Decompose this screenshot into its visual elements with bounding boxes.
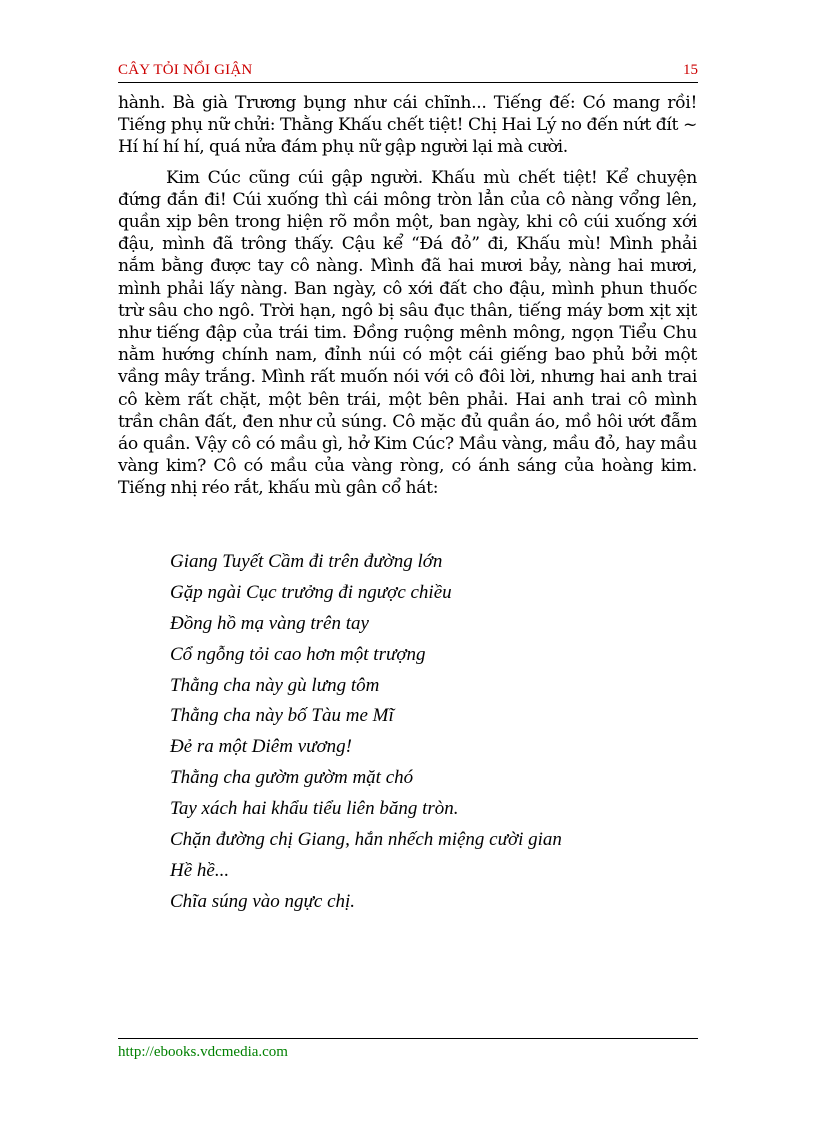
paragraph-kim-cuc: Kim Cúc cũng cúi gập người. Khấu mù chết tiệt! Kể chuyện đứng đắn đi! Cúi xuống thì cái mông tròn lẳn của cô nàng vổng lên, quần xịp bên trong hiện rõ mồn một, ban ngày, khi cô cúi xuống xới đậu, mình đã trông thấy. Cậu kể “Đá đỏ” đi, Khấu mù! Mình phải nắm bằng được tay cô nàng. Mình đã hai mươi bảy, nàng hai mươi, mình phải lấy nàng. Ban ngày, cô xới đất cho đậu, mình phun thuốc trừ sâu cho ngô. Trời hạn, ngô bị sâu đục thân, tiếng máy bơm xịt xịt như tiếng đập của trái tim. Đồng ruộng mênh mông, ngọn Tiểu Chu nằm hướng chính nam, đỉnh núi có một cái giếng bao phủ bởi một vầng mây trắng. Mình rất muốn nói với cô đôi lời, nhưng hai anh trai cô kèm rất chặt, một bên trái, một bên phải. Hai anh trai cô mình trần chân đất, đen như củ súng. Cô mặc đủ quần áo, mồ hôi ướt đẫm áo quần. Vậy cô có mầu gì, hở Kim Cúc? Mầu vàng, mầu đỏ, hay mầu vàng kim? Cô có mầu của vàng ròng, có ánh sáng của hoàng kim. Tiếng nhị réo rắt, khấu mù gân cổ hát:: [118, 167, 697, 499]
poem-line: Cổ ngỗng tỏi cao hơn một trượng: [170, 643, 426, 665]
poem-line: Thằng cha này gù lưng tôm: [170, 674, 380, 696]
poem-line: Hề hề...: [170, 859, 230, 881]
poem-line: Gặp ngài Cục trưởng đi ngược chiều: [170, 581, 452, 603]
running-title: CÂY TỎI NỔI GIẬN: [118, 62, 253, 78]
poem-line: Tay xách hai khẩu tiểu liên băng tròn.: [170, 798, 459, 820]
paragraph-continuation: hành. Bà già Trương bụng như cái chĩnh... Tiếng đế: Có mang rồi! Tiếng phụ nữ chửi: Thằng Khấu chết tiệt! Chị Hai Lý no đến nứt đít ~ Hí hí hí hí, quá nửa đám phụ nữ gập người lại mà cười.: [118, 93, 697, 158]
poem-verse: [170, 547, 690, 918]
poem-line: Đồng hồ mạ vàng trên tay: [170, 612, 369, 634]
footer-website-link[interactable]: http://ebooks.vdcmedia.com: [118, 1044, 288, 1060]
poem-line: Thằng cha gườm gườm mặt chó: [170, 767, 414, 789]
header-divider: [118, 82, 698, 83]
page-number: 15: [683, 62, 698, 78]
body-text: [118, 92, 697, 500]
poem-line: Thằng cha này bố Tàu me Mĩ: [170, 705, 394, 727]
footer-divider: [118, 1038, 698, 1039]
poem-line: Chặn đường chị Giang, hắn nhếch miệng cười gian: [170, 829, 562, 851]
page-header: [118, 62, 698, 82]
poem-line: Đẻ ra một Diêm vương!: [170, 736, 352, 758]
poem-line: Giang Tuyết Cầm đi trên đường lớn: [170, 551, 443, 572]
poem-line: Chĩa súng vào ngực chị.: [170, 890, 356, 912]
